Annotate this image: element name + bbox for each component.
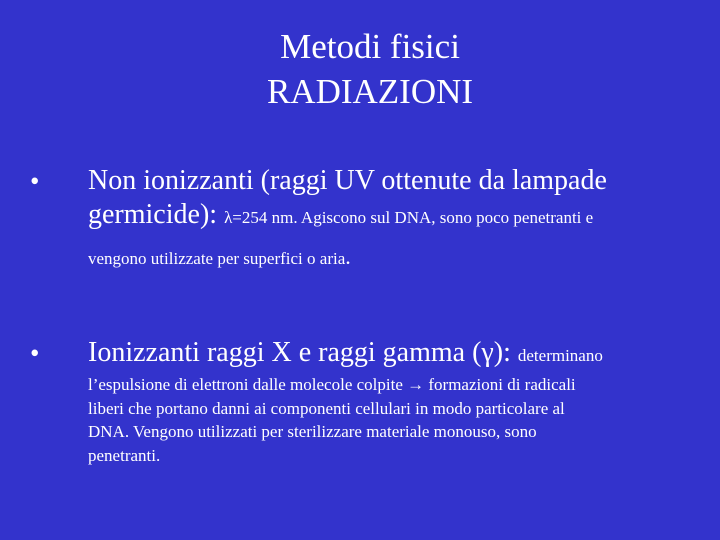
bullet-text-small: λ=254 nm. Agiscono sul DNA, sono poco penetranti e <box>224 208 594 227</box>
title-line-1: Metodi fisici <box>280 27 460 66</box>
bullet-line: DNA. Vengono utilizzati per sterilizzare materiale monouso, sono <box>88 422 537 441</box>
bullet-body <box>88 336 700 467</box>
bullet-body <box>88 164 700 271</box>
bullet-text-large: germicide): <box>88 199 225 230</box>
bullet-text-large: Ionizzanti raggi X e raggi gamma (γ): <box>88 337 518 368</box>
bullet-line: Non ionizzanti (raggi UV ottenute da lampade <box>88 165 607 196</box>
bullet-line <box>88 336 700 373</box>
bullet-text-small: vengono utilizzate per superfici o aria <box>88 249 346 268</box>
bullet-ionizing <box>30 336 700 467</box>
slide-title <box>0 24 720 114</box>
title-line-2: RADIAZIONI <box>266 72 474 111</box>
bullet-marker: • <box>30 338 40 368</box>
bullet-text-period: . <box>345 244 351 269</box>
bullet-marker: • <box>30 166 40 196</box>
bullet-text-small: determinano <box>517 346 603 365</box>
bullet-line: l’espulsione di elettroni dalle molecole colpite → formazioni di radicali <box>88 375 576 394</box>
bullet-non-ionizing <box>30 164 700 271</box>
bullet-line: liberi che portano danni ai componenti cellulari in modo particolare al <box>88 398 565 418</box>
bullet-line: penetranti. <box>88 445 161 465</box>
bullet-line <box>88 245 700 271</box>
bullet-line <box>88 198 700 235</box>
